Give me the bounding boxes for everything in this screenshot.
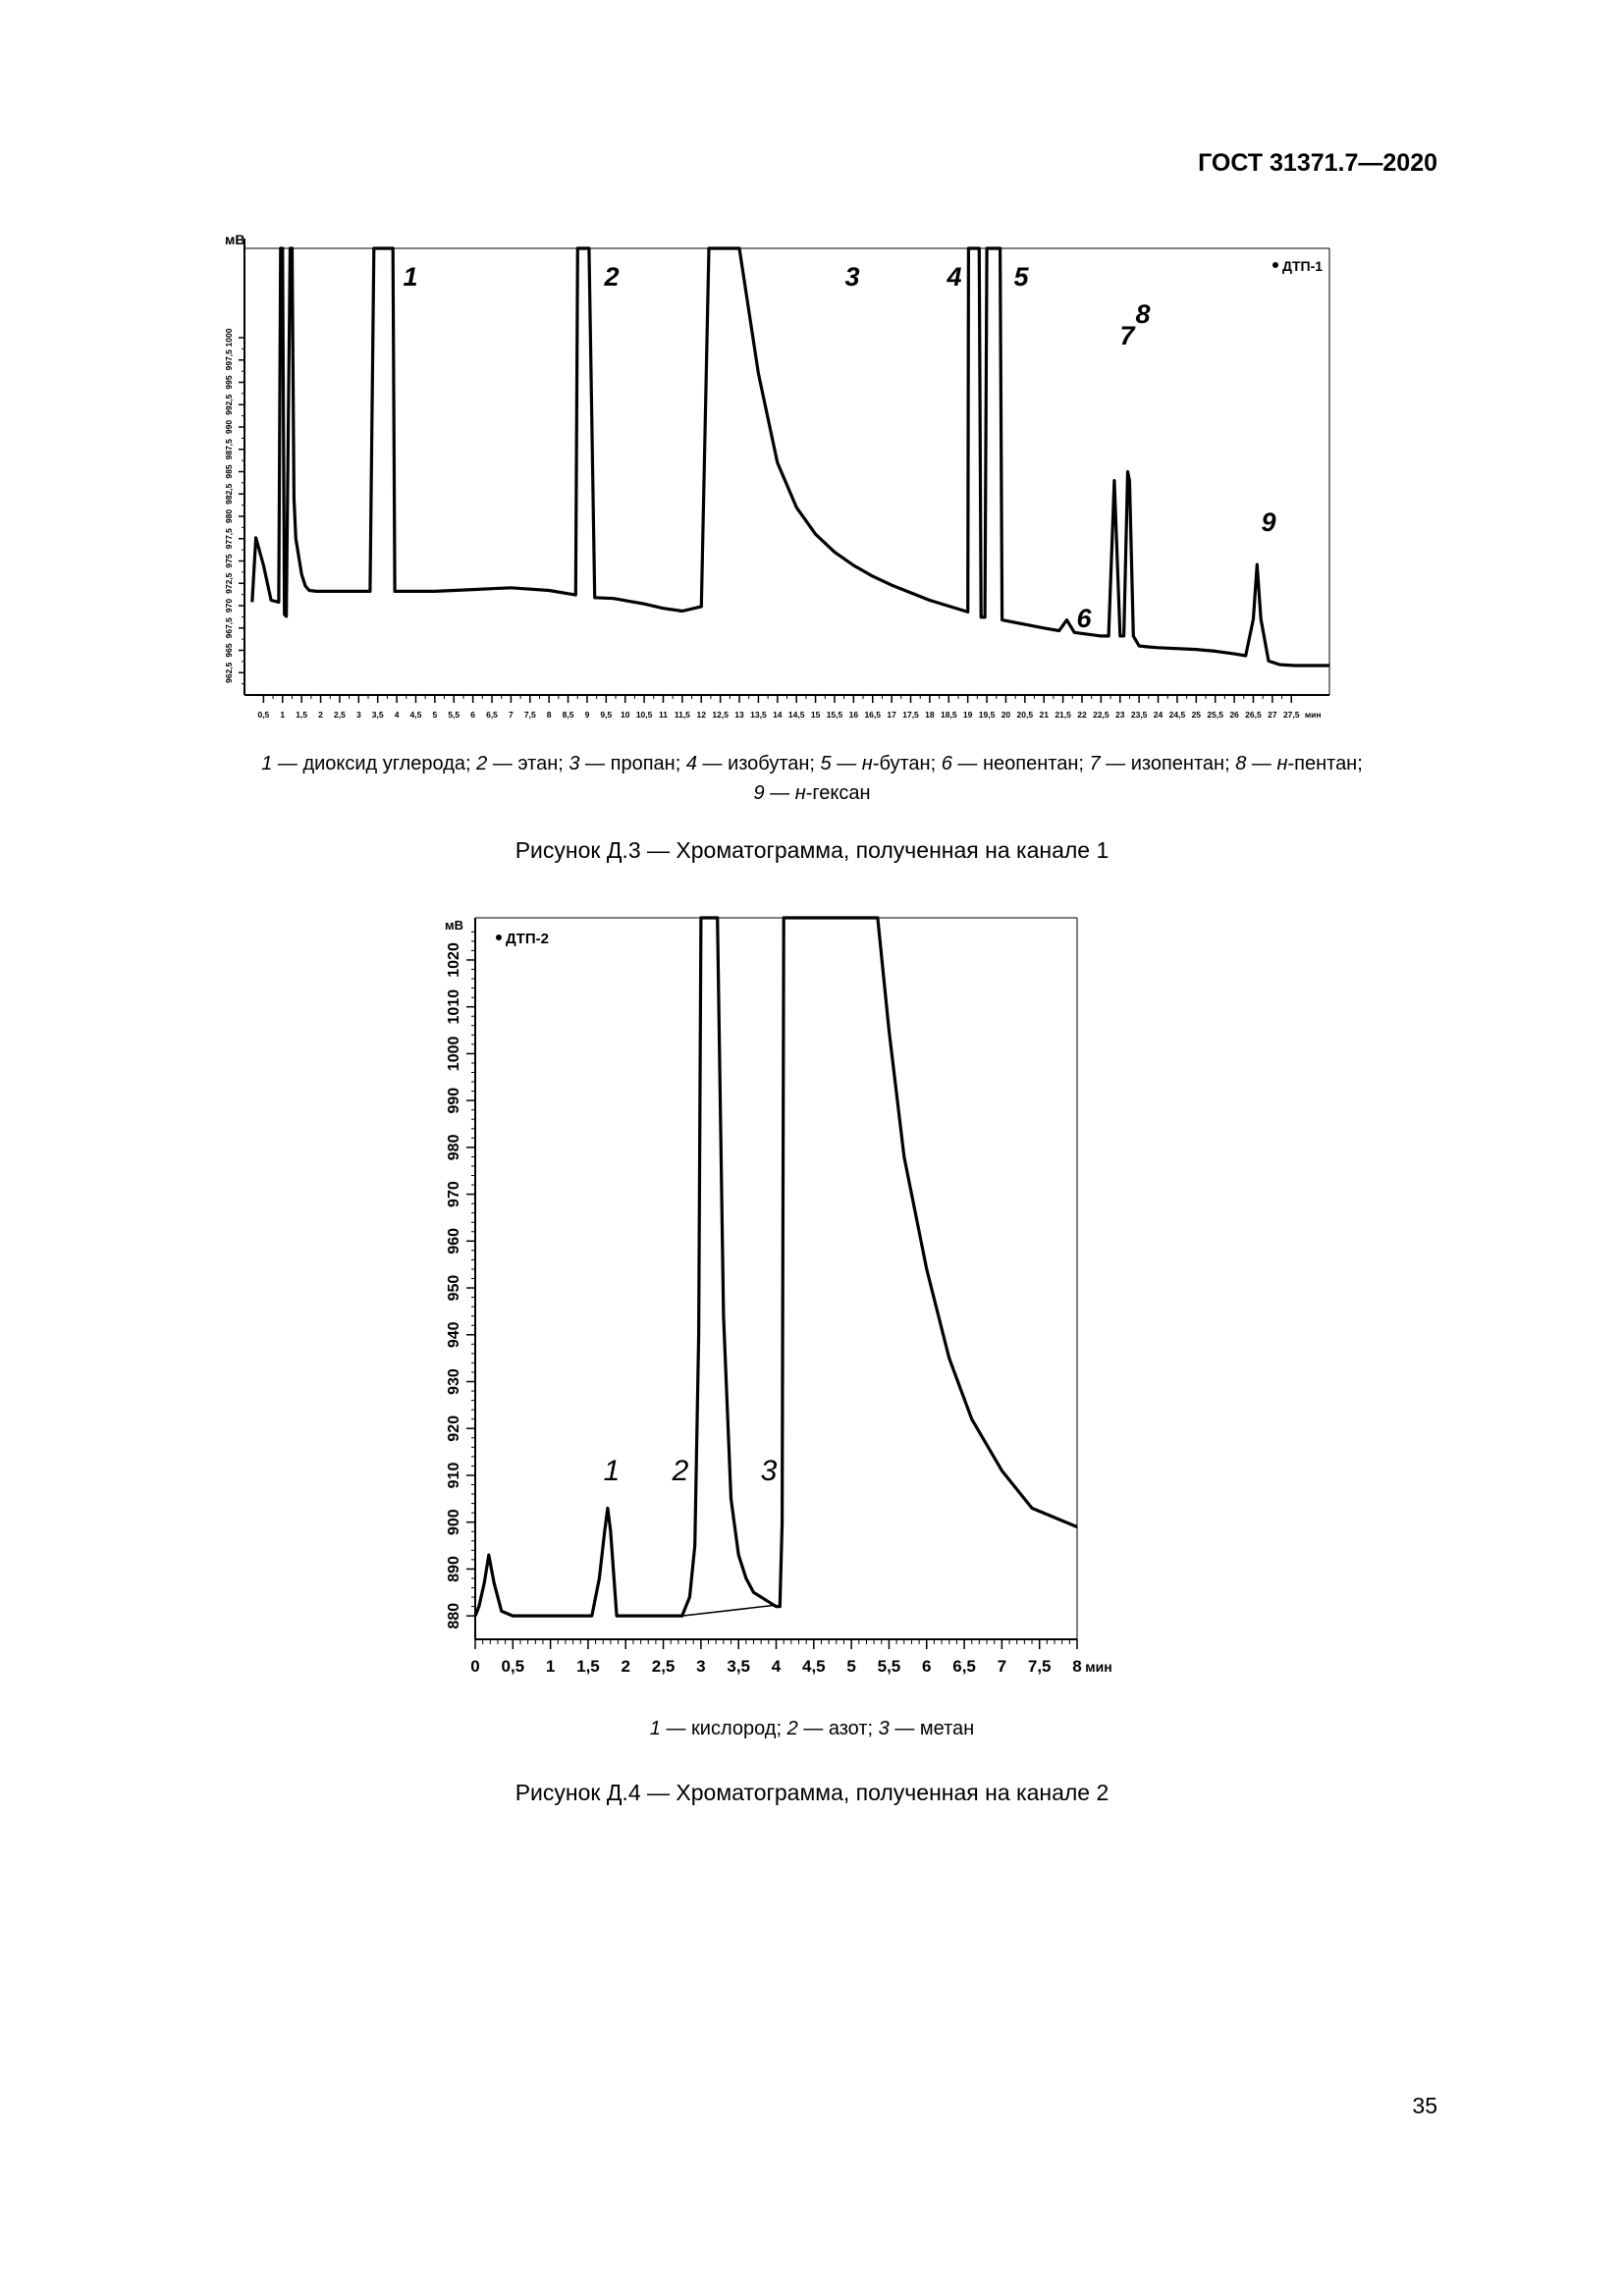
fig3-y-unit: мВ xyxy=(225,232,245,247)
fig4-y-tick-label: 1010 xyxy=(446,988,462,1025)
legend-item-separator: — xyxy=(660,1718,692,1739)
figure-d3-legend xyxy=(128,749,1496,808)
fig4-y-tick-label: 1000 xyxy=(446,1036,462,1072)
fig3-y-tick-label: 987,5 xyxy=(224,439,234,460)
fig3-y-tick-label: 980 xyxy=(224,508,234,524)
fig3-peak-label: 6 xyxy=(1076,604,1092,633)
legend-item-text: этан; xyxy=(517,753,569,774)
fig4-peak-label: 1 xyxy=(603,1455,621,1487)
fig4-x-tick-label: 1 xyxy=(545,1657,556,1676)
figure-d4-legend-line-1 xyxy=(128,1714,1496,1743)
fig3-x-tick-label: 24 xyxy=(1153,710,1164,720)
fig4-x-tick-label: 4,5 xyxy=(801,1657,826,1676)
fig4-x-tick-label: 3,5 xyxy=(727,1657,751,1676)
fig3-x-tick-label: 19 xyxy=(962,710,973,720)
fig3-x-tick-label: 3,5 xyxy=(371,710,384,720)
legend-item-text: -пентан; xyxy=(1287,753,1363,774)
fig3-peak-label: 8 xyxy=(1135,299,1151,329)
fig4-x-tick-label: 5,5 xyxy=(877,1657,901,1676)
fig3-y-tick-label: 972,5 xyxy=(224,572,234,594)
legend-item-separator: — xyxy=(579,753,611,774)
fig3-x-tick-label: 23 xyxy=(1115,710,1125,720)
legend-item-separator: — xyxy=(831,753,862,774)
fig3-x-tick-label: 6,5 xyxy=(486,710,498,720)
fig3-x-tick-label: 2,5 xyxy=(334,710,346,720)
legend-item-number: 2 xyxy=(786,1718,798,1739)
fig3-x-tick-label: 3 xyxy=(355,710,361,720)
fig4-y-tick-label: 940 xyxy=(446,1321,462,1349)
fig4-y-unit: мВ xyxy=(445,918,464,933)
fig4-x-tick-label: 0,5 xyxy=(501,1657,525,1676)
fig3-x-tick-label: 25 xyxy=(1191,710,1202,720)
legend-item-separator: — xyxy=(797,1718,829,1739)
fig4-x-tick-label: 8 xyxy=(1072,1657,1082,1676)
legend-item-number: 9 xyxy=(753,782,765,804)
fig3-y-tick-label: 992,5 xyxy=(224,394,234,415)
fig4-x-unit: мин xyxy=(1085,1659,1112,1675)
fig4-y-tick-label: 980 xyxy=(446,1134,462,1161)
fig3-x-tick-label: 16 xyxy=(848,710,859,720)
figure-d4-caption: Рисунок Д.4 — Хроматограмма, полученная на канале 2 xyxy=(514,1780,1110,1805)
fig4-x-tick-label: 4 xyxy=(771,1657,782,1676)
fig3-x-tick-label: 2 xyxy=(318,710,323,720)
fig3-peak-label: 3 xyxy=(844,262,860,292)
fig3-y-tick-label: 997,5 xyxy=(224,349,234,371)
legend-item-number: 8 xyxy=(1235,753,1247,774)
fig3-y-tick-label: 1000 xyxy=(224,328,234,347)
legend-item-text: -бутан; xyxy=(872,753,942,774)
fig3-x-tick-label: 14 xyxy=(773,710,783,720)
fig4-x-tick-label: 5 xyxy=(846,1657,856,1676)
fig3-peak-label: 2 xyxy=(604,262,620,292)
fig3-peak-label: 5 xyxy=(1013,262,1029,292)
fig3-x-tick-label: 12 xyxy=(696,710,706,720)
fig3-x-tick-label: 15 xyxy=(810,710,821,720)
fig3-x-tick-label: 4 xyxy=(394,710,400,720)
fig4-peak-label: 3 xyxy=(760,1455,778,1487)
legend-item-number: 3 xyxy=(878,1718,890,1739)
fig4-x-tick-label: 7 xyxy=(997,1657,1007,1676)
fig3-legend-label: ДТП-1 xyxy=(1282,258,1324,274)
legend-item-number: 7 xyxy=(1089,753,1101,774)
fig4-y-tick-label: 1020 xyxy=(446,942,462,978)
legend-item-text: азот; xyxy=(828,1718,879,1739)
fig3-x-tick-label: 1 xyxy=(280,710,286,720)
fig3-x-tick-label: 27,5 xyxy=(1282,710,1300,720)
fig3-x-tick-label: 5 xyxy=(432,710,438,720)
legend-item-text: неопентан; xyxy=(982,753,1090,774)
fig4-y-tick-label: 920 xyxy=(446,1415,462,1442)
legend-item-separator: — xyxy=(487,753,518,774)
fig4-y-tick-label: 990 xyxy=(446,1087,462,1114)
legend-item-separator: — xyxy=(951,753,983,774)
fig3-x-tick-label: 26 xyxy=(1229,710,1239,720)
fig3-y-tick-label: 970 xyxy=(224,598,234,614)
fig3-y-tick-label: 975 xyxy=(224,554,234,568)
legend-item-number: 1 xyxy=(261,753,273,774)
fig3-x-tick-label: 21 xyxy=(1039,710,1049,720)
fig3-x-tick-label: 22 xyxy=(1077,710,1087,720)
fig4-x-tick-label: 6,5 xyxy=(952,1657,976,1676)
legend-item-separator: — xyxy=(272,753,303,774)
fig4-y-tick-label: 910 xyxy=(446,1462,462,1489)
fig3-peak-label: 9 xyxy=(1261,507,1276,537)
fig3-x-tick-label: 13,5 xyxy=(750,710,767,720)
fig3-x-tick-label: 20 xyxy=(1001,710,1011,720)
fig3-x-tick-label: 17 xyxy=(887,710,896,720)
fig3-y-tick-label: 977,5 xyxy=(224,528,234,550)
legend-item-separator: — xyxy=(1246,753,1277,774)
fig3-x-tick-label: 26,5 xyxy=(1245,710,1262,720)
legend-item-text: пропан; xyxy=(610,753,686,774)
fig4-legend-label: ДТП-2 xyxy=(506,931,549,947)
fig3-y-tick-label: 985 xyxy=(224,464,234,479)
fig3-x-tick-label: 10 xyxy=(620,710,630,720)
fig4-y-tick-label: 890 xyxy=(446,1556,462,1582)
legend-item-text: метан xyxy=(919,1718,975,1739)
fig3-series-line xyxy=(252,248,1329,666)
legend-item-text: -гексан xyxy=(805,782,871,804)
fig4-x-tick-label: 0 xyxy=(470,1657,480,1676)
fig3-x-unit: мин xyxy=(1304,710,1322,720)
fig3-y-tick-label: 990 xyxy=(224,419,234,435)
fig3-x-tick-label: 0,5 xyxy=(257,710,270,720)
fig4-y-tick-label: 950 xyxy=(446,1274,462,1302)
fig3-x-tick-label: 12,5 xyxy=(712,710,729,720)
fig3-x-tick-label: 18 xyxy=(925,710,935,720)
fig3-x-tick-label: 20,5 xyxy=(1016,710,1034,720)
legend-item-number: 3 xyxy=(568,753,580,774)
legend-item-separator: — xyxy=(889,1718,920,1739)
legend-item-text: изопентан; xyxy=(1130,753,1236,774)
fig4-legend-marker xyxy=(496,934,502,940)
fig3-y-tick-label: 982,5 xyxy=(224,483,234,505)
page-number: 35 xyxy=(1412,2093,1437,2118)
fig3-peak-label: 4 xyxy=(947,262,962,292)
fig4-x-tick-label: 6 xyxy=(922,1657,932,1676)
fig3-peak-label: 7 xyxy=(1119,321,1135,350)
legend-item-text: изобутан; xyxy=(728,753,821,774)
legend-item-prefix: н xyxy=(794,782,806,804)
fig3-x-tick-label: 27 xyxy=(1268,710,1277,720)
fig3-x-tick-label: 9,5 xyxy=(600,710,613,720)
fig3-y-tick-label: 965 xyxy=(224,643,234,658)
legend-item-separator: — xyxy=(696,753,729,774)
fig3-peak-label: 1 xyxy=(403,262,418,292)
fig3-x-tick-label: 19,5 xyxy=(978,710,996,720)
fig4-x-tick-label: 7,5 xyxy=(1027,1657,1052,1676)
fig3-x-tick-label: 6 xyxy=(470,710,475,720)
fig3-x-tick-label: 15,5 xyxy=(826,710,843,720)
fig4-baseline-segment xyxy=(682,1605,777,1616)
fig3-x-tick-label: 8 xyxy=(546,710,552,720)
fig3-x-tick-label: 16,5 xyxy=(864,710,882,720)
fig4-y-tick-label: 930 xyxy=(446,1368,462,1395)
fig3-x-tick-label: 5,5 xyxy=(448,710,460,720)
fig4-y-tick-label: 970 xyxy=(446,1181,462,1207)
legend-item-number: 5 xyxy=(820,753,832,774)
fig4-series-line xyxy=(475,918,1077,1616)
fig3-x-tick-label: 22,5 xyxy=(1093,710,1110,720)
legend-item-separator: — xyxy=(1100,753,1131,774)
legend-item-prefix: н xyxy=(1276,753,1288,774)
fig3-x-tick-label: 9 xyxy=(584,710,590,720)
legend-item-prefix: н xyxy=(861,753,873,774)
fig3-x-tick-label: 10,5 xyxy=(635,710,653,720)
legend-item-number: 2 xyxy=(476,753,488,774)
fig3-y-tick-label: 962,5 xyxy=(224,662,234,683)
legend-item-number: 1 xyxy=(649,1718,661,1739)
fig3-legend-marker xyxy=(1272,262,1278,268)
fig4-x-tick-label: 3 xyxy=(696,1657,706,1676)
fig4-y-tick-label: 900 xyxy=(446,1509,462,1536)
fig3-x-tick-label: 25,5 xyxy=(1207,710,1223,720)
fig4-peak-label: 2 xyxy=(672,1455,689,1487)
figure-d3-legend-line-2 xyxy=(128,778,1496,808)
document-code: ГОСТ 31371.7—2020 xyxy=(1198,149,1437,177)
fig4-y-tick-label: 960 xyxy=(446,1227,462,1255)
legend-item-number: 4 xyxy=(685,753,697,774)
fig3-x-tick-label: 18,5 xyxy=(941,710,957,720)
fig4-x-tick-label: 2,5 xyxy=(651,1657,676,1676)
fig3-y-tick-label: 967,5 xyxy=(224,617,234,639)
fig4-y-tick-label: 880 xyxy=(446,1602,462,1629)
fig3-x-tick-label: 13 xyxy=(734,710,744,720)
fig3-x-tick-label: 1,5 xyxy=(296,710,308,720)
fig3-x-tick-label: 7 xyxy=(509,710,514,720)
legend-item-separator: — xyxy=(764,782,795,804)
fig3-x-tick-label: 11 xyxy=(658,710,668,720)
fig3-x-tick-label: 24,5 xyxy=(1168,710,1186,720)
fig3-x-tick-label: 17,5 xyxy=(902,710,919,720)
fig3-x-tick-label: 21,5 xyxy=(1055,710,1071,720)
fig3-y-tick-label: 995 xyxy=(224,375,234,390)
fig4-x-tick-label: 2 xyxy=(621,1657,630,1676)
legend-item-text: диоксид углерода; xyxy=(302,753,477,774)
legend-item-text: кислород; xyxy=(691,1718,787,1739)
fig3-x-tick-label: 8,5 xyxy=(562,710,574,720)
legend-item-number: 6 xyxy=(941,753,952,774)
figure-d4-legend xyxy=(128,1714,1496,1743)
figure-d3-legend-line-1 xyxy=(128,749,1496,778)
fig3-x-tick-label: 11,5 xyxy=(674,710,690,720)
figure-d3-caption: Рисунок Д.3 — Хроматограмма, полученная на канале 1 xyxy=(514,837,1110,863)
fig3-x-tick-label: 4,5 xyxy=(409,710,422,720)
fig4-x-tick-label: 1,5 xyxy=(576,1657,600,1676)
fig3-x-tick-label: 14,5 xyxy=(787,710,805,720)
fig3-x-tick-label: 23,5 xyxy=(1130,710,1148,720)
fig3-x-tick-label: 7,5 xyxy=(523,710,536,720)
